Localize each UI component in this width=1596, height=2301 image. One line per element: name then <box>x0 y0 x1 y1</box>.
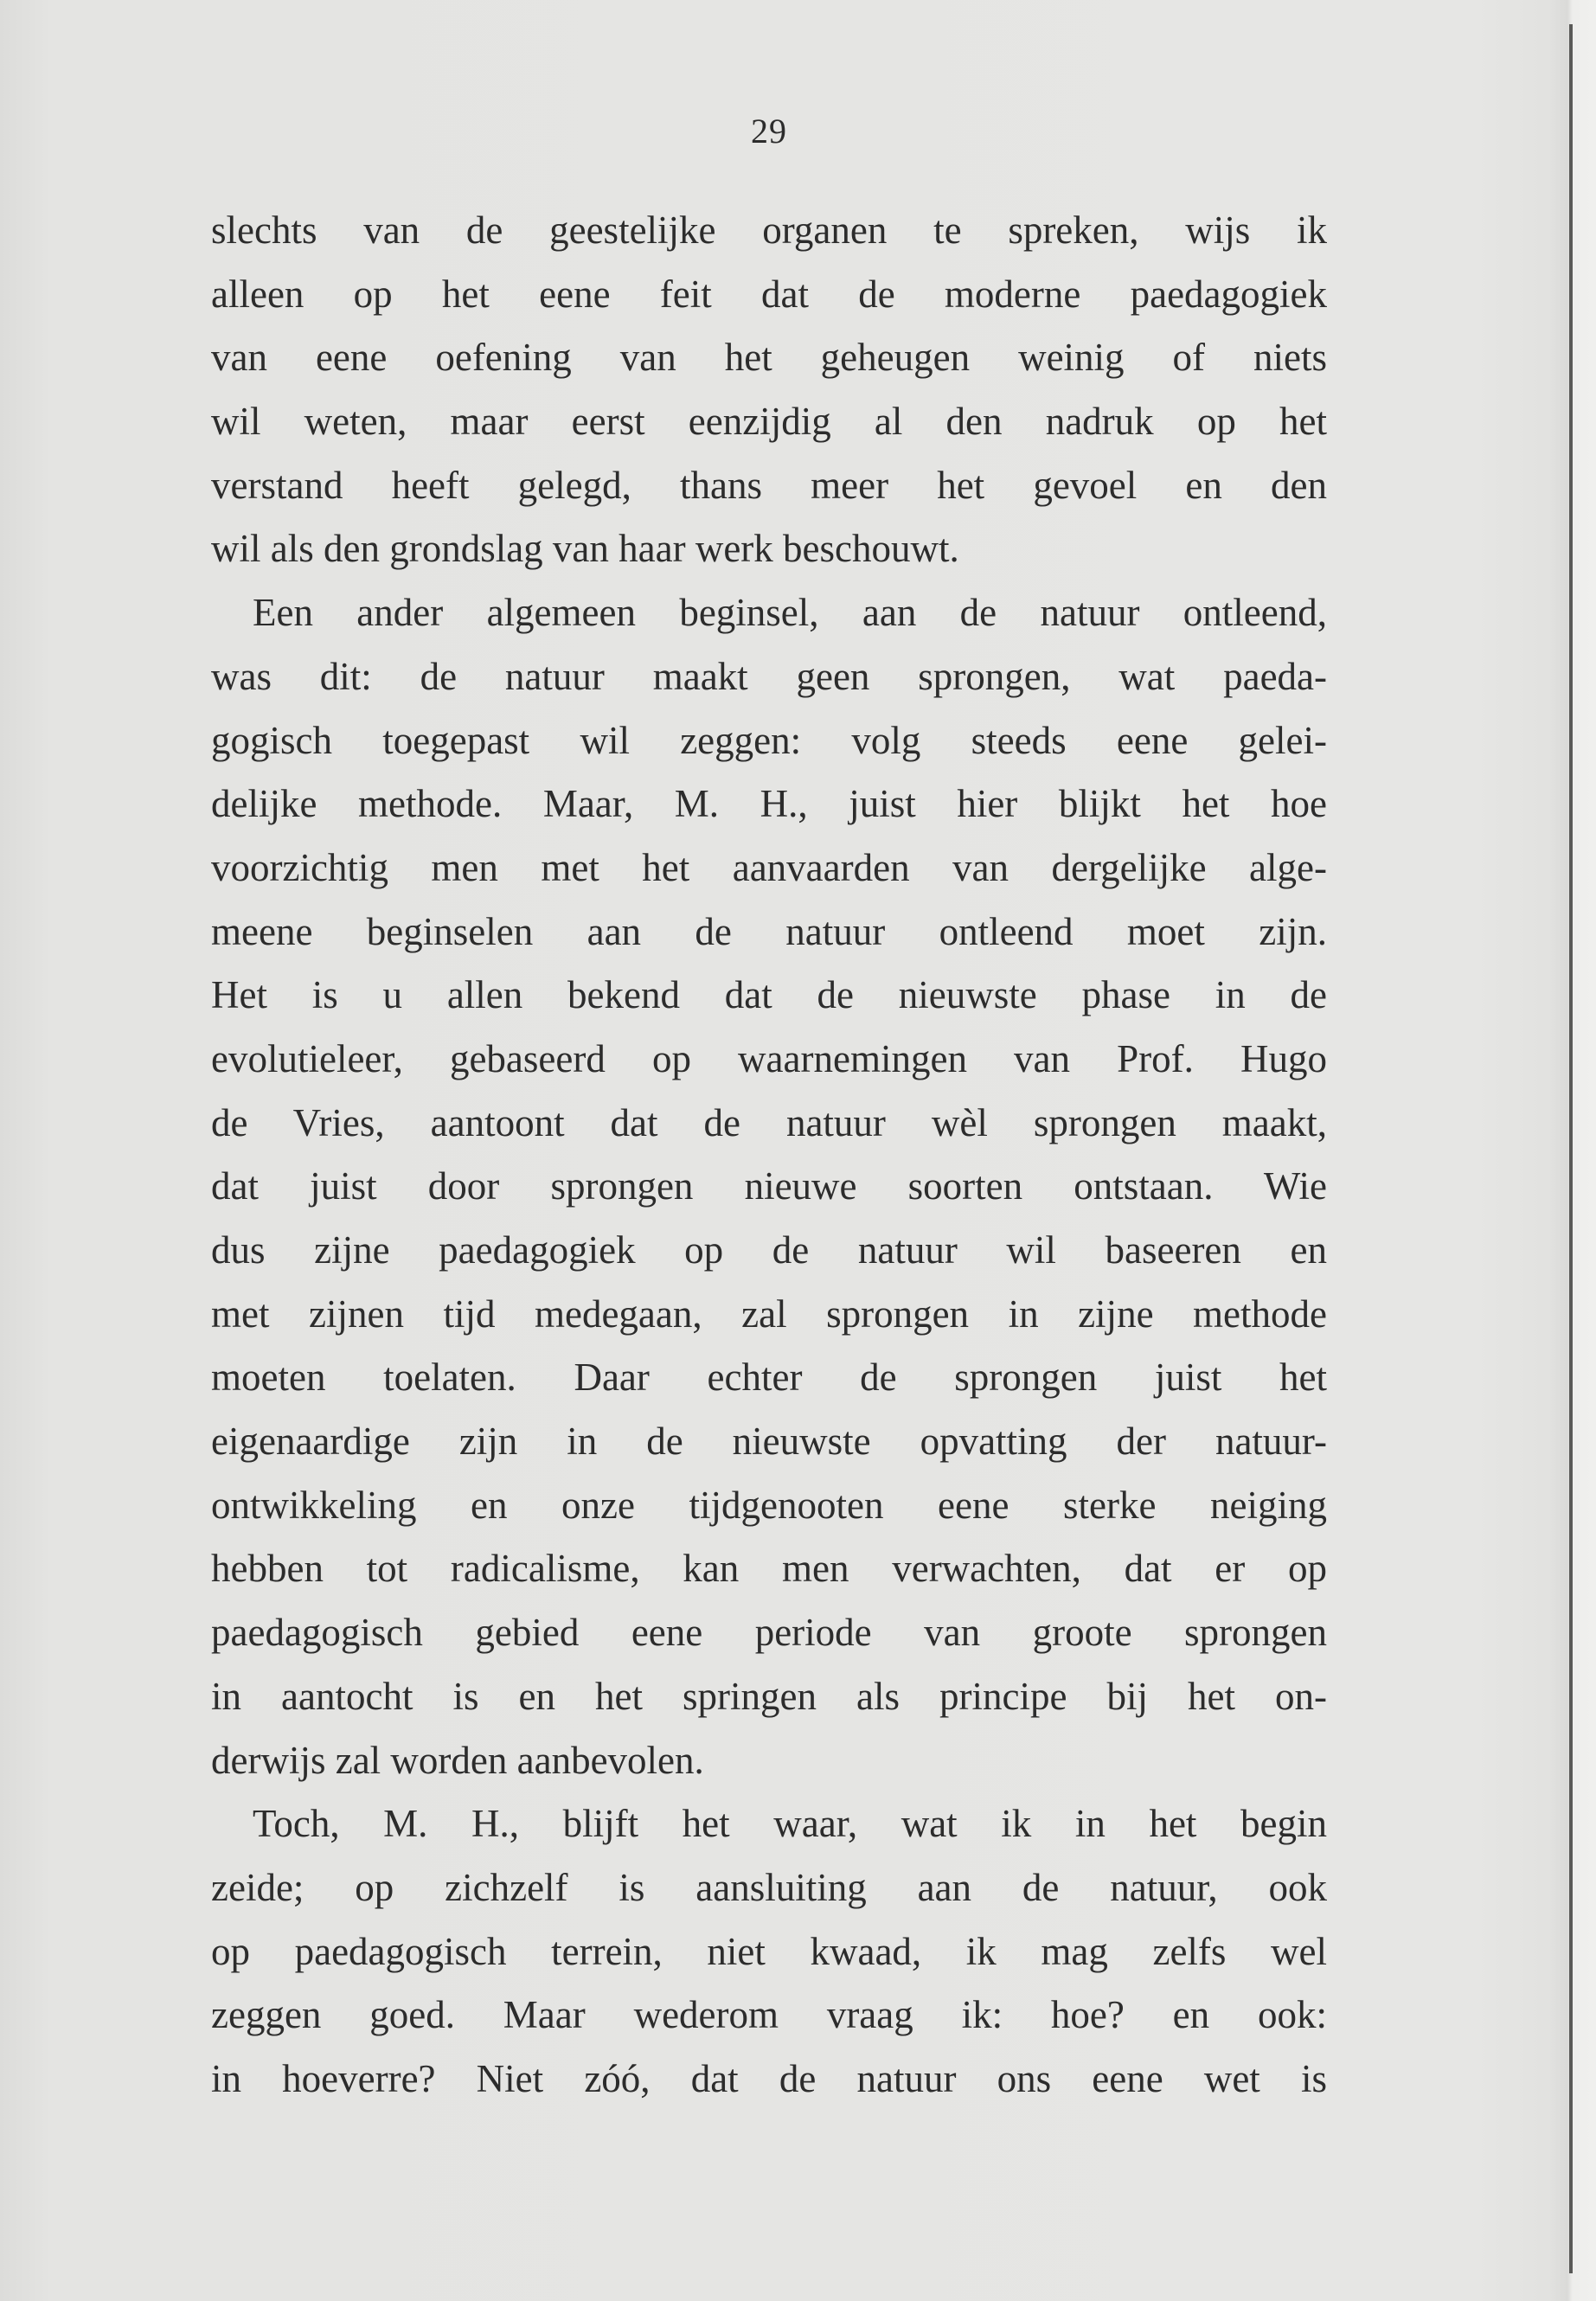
text-line: paedagogisch gebied eene periode van groote sprongen <box>211 1611 1327 1655</box>
text-line: slechts van de geestelijke organen te spreken, wijs ik <box>211 208 1327 252</box>
text-line: ontwikkeling en onze tijdgenooten eene sterke neiging <box>211 1483 1327 1527</box>
page-edge-shadow <box>1569 24 1573 2273</box>
text-line: moeten toelaten. Daar echter de sprongen juist het <box>211 1356 1327 1400</box>
paragraph-2 <box>211 581 1327 1792</box>
text-line: wil als den grondslag van haar werk beschouwt. <box>211 527 959 571</box>
text-line: wil weten, maar eerst eenzijdig al den nadruk op het <box>211 400 1327 444</box>
text-line: Het is u allen bekend dat de nieuwste phase in de <box>211 973 1327 1017</box>
text-line: gogisch toegepast wil zeggen: volg steeds eene gelei- <box>211 718 1327 762</box>
text-line: Een ander algemeen beginsel, aan de natuur ontleend, <box>253 591 1327 635</box>
text-line: met zijnen tijd medegaan, zal sprongen in zijne methode <box>211 1292 1327 1336</box>
text-line: in hoeverre? Niet zóó, dat de natuur ons eene wet is <box>211 2056 1327 2100</box>
text-line: alleen op het eene feit dat de moderne paedagogiek <box>211 272 1327 316</box>
text-line: was dit: de natuur maakt geen sprongen, wat paeda- <box>211 654 1327 698</box>
text-line: derwijs zal worden aanbevolen. <box>211 1738 704 1782</box>
text-line: zeide; op zichzelf is aansluiting aan de natuur, ook <box>211 1865 1327 1909</box>
text-line: op paedagogisch terrein, niet kwaad, ik mag zelfs wel <box>211 1929 1327 1973</box>
text-line: verstand heeft gelegd, thans meer het gevoel en den <box>211 463 1327 507</box>
text-line: meene beginselen aan de natuur ontleend moet zijn. <box>211 909 1327 953</box>
text-line: hebben tot radicalisme, kan men verwachten, dat er op <box>211 1547 1327 1591</box>
paragraph-3 <box>211 1792 1327 2111</box>
text-line: zeggen goed. Maar wederom vraag ik: hoe? en ook: <box>211 1993 1327 2037</box>
page-number: 29 <box>751 112 787 151</box>
text-line: de Vries, aantoont dat de natuur wèl sprongen maakt, <box>211 1100 1327 1144</box>
text-line: eigenaardige zijn in de nieuwste opvatting der natuur- <box>211 1420 1327 1464</box>
text-line: dus zijne paedagogiek op de natuur wil baseeren en <box>211 1228 1327 1272</box>
text-line: dat juist door sprongen nieuwe soorten ontstaan. Wie <box>211 1164 1327 1208</box>
text-line: Toch, M. H., blijft het waar, wat ik in het begin <box>253 1802 1327 1846</box>
text-line: delijke methode. Maar, M. H., juist hier blijkt het hoe <box>211 782 1327 826</box>
text-line: in aantocht is en het springen als principe bij het on- <box>211 1674 1327 1718</box>
text-body <box>211 199 1327 2112</box>
text-line: van eene oefening van het geheugen weinig of niets <box>211 336 1327 380</box>
text-line: voorzichtig men met het aanvaarden van dergelijke alge- <box>211 845 1327 889</box>
book-page <box>211 0 1327 2301</box>
text-line: evolutieleer, gebaseerd op waarnemingen van Prof. Hugo <box>211 1036 1327 1080</box>
paragraph-1 <box>211 199 1327 581</box>
